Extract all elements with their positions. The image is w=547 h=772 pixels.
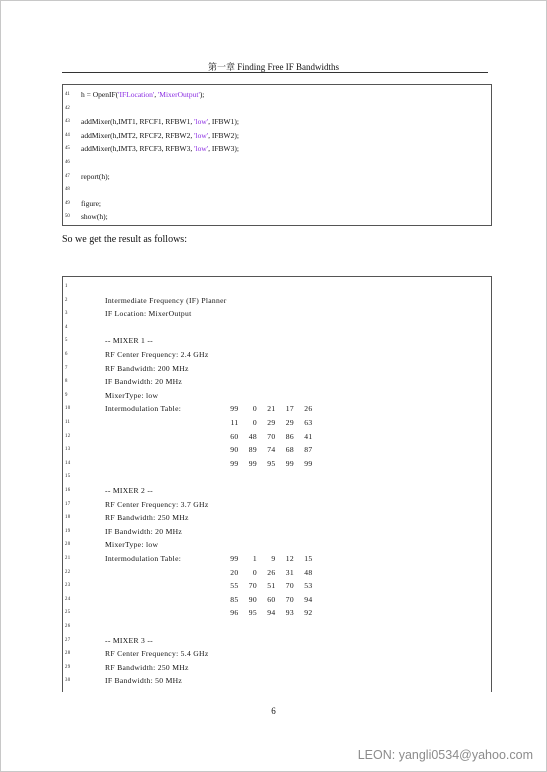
line-number: 46 — [65, 160, 70, 165]
header-rule — [62, 72, 488, 73]
code-text — [81, 210, 108, 223]
intermod-cell: 86 — [285, 431, 294, 441]
code-line — [63, 183, 491, 196]
intermod-cell: 26 — [267, 567, 276, 577]
intermod-cell: 70 — [285, 581, 294, 591]
output-line — [63, 484, 491, 498]
code-text — [81, 129, 239, 142]
output-line — [63, 402, 491, 416]
intermod-cell: 60 — [267, 594, 276, 604]
output-line — [63, 511, 491, 525]
line-number: 17 — [65, 501, 71, 507]
code-listing-output — [62, 276, 492, 692]
code-line — [63, 197, 491, 210]
intermod-cell: 1 — [252, 554, 257, 563]
line-number: 7 — [65, 365, 68, 371]
output-line — [63, 457, 491, 471]
output-text: -- MIXER 1 -- — [105, 336, 153, 346]
line-number: 20 — [65, 542, 71, 548]
code-line — [63, 142, 491, 155]
line-number: 27 — [65, 637, 71, 643]
output-line — [63, 634, 491, 648]
intermod-cell: 26 — [304, 404, 313, 414]
output-line — [63, 579, 491, 593]
intermod-cell: 41 — [304, 431, 313, 441]
output-text: Intermodulation Table: — [105, 404, 182, 414]
output-text: RF Center Frequency: 3.7 GHz — [105, 499, 209, 509]
line-number: 6 — [65, 352, 68, 357]
intermod-cell: 17 — [285, 404, 294, 414]
intermod-table-row — [220, 566, 313, 580]
output-line — [63, 525, 491, 539]
page-number: 6 — [271, 706, 276, 716]
output-line — [63, 348, 491, 362]
intermod-table-row — [220, 552, 313, 566]
output-line — [63, 566, 491, 580]
intermod-cell: 99 — [230, 458, 239, 468]
intermod-cell: 60 — [230, 431, 239, 441]
output-line — [63, 443, 491, 457]
watermark: LEON: yangli0534@yahoo.com — [357, 748, 533, 762]
code-listing-matlab — [62, 84, 492, 226]
line-number: 30 — [65, 678, 71, 684]
line-number: 5 — [65, 338, 68, 344]
output-text: RF Bandwidth: 250 MHz — [105, 513, 189, 523]
intermod-table-row — [220, 593, 313, 607]
output-line — [63, 674, 491, 688]
code-text — [81, 197, 101, 210]
output-line — [63, 498, 491, 512]
intermod-cell: 96 — [230, 608, 239, 618]
intermod-cell: 90 — [230, 445, 239, 455]
intermod-cell: 15 — [304, 554, 313, 563]
intermod-cell: 55 — [230, 581, 239, 591]
output-line — [63, 593, 491, 607]
output-text: RF Center Frequency: 5.4 GHz — [105, 649, 209, 659]
code-token: , IFBW1); — [208, 117, 239, 127]
intermod-cell: 95 — [248, 608, 257, 618]
intermod-table-row — [220, 416, 313, 430]
output-line — [63, 430, 491, 444]
code-token: addMixer(h,IMT1, RFCF1, RFBW1, — [81, 117, 195, 127]
line-number: 12 — [65, 433, 71, 439]
output-text: MixerType: low — [105, 390, 159, 400]
line-number: 15 — [65, 474, 71, 480]
line-number: 26 — [65, 624, 71, 629]
line-number: 4 — [65, 324, 68, 330]
code-token: ); — [199, 90, 205, 99]
intermod-cell: 99 — [304, 458, 313, 468]
code-line — [63, 115, 491, 128]
line-number: 49 — [65, 200, 70, 206]
code-text — [81, 88, 204, 101]
intermod-cell: 20 — [230, 567, 239, 577]
intermod-cell: 70 — [285, 594, 294, 604]
line-number: 3 — [65, 311, 68, 317]
intermod-cell: 70 — [267, 431, 276, 441]
code-token: addMixer(h,IMT2, RFCF2, RFBW2, — [81, 130, 195, 140]
code-token: figure; — [81, 198, 101, 208]
intermod-cell: 70 — [248, 581, 257, 591]
line-number: 14 — [65, 460, 71, 466]
output-line — [63, 321, 491, 335]
intermod-cell: 53 — [304, 581, 313, 591]
output-text: MixerType: low — [105, 540, 159, 550]
output-line — [63, 389, 491, 403]
intermod-cell: 99 — [248, 458, 257, 468]
line-number: 22 — [65, 569, 71, 575]
line-number: 8 — [65, 379, 68, 385]
intermod-cell: 63 — [304, 418, 313, 427]
intermod-table-row — [220, 606, 313, 620]
line-number: 25 — [65, 610, 71, 616]
output-text: -- MIXER 2 -- — [105, 486, 153, 495]
line-number: 24 — [65, 596, 71, 602]
line-number: 1 — [65, 284, 68, 289]
output-line — [63, 552, 491, 566]
intermod-cell: 11 — [230, 418, 239, 427]
code-line — [63, 102, 491, 115]
intermod-cell: 21 — [267, 404, 276, 414]
string-literal: 'low' — [194, 117, 209, 127]
line-number: 47 — [65, 173, 70, 179]
intermod-cell: 95 — [267, 458, 276, 468]
intermod-table-row — [220, 430, 313, 444]
code-token: h = OpenIF( — [81, 90, 119, 99]
intermod-cell: 94 — [267, 608, 276, 618]
line-number: 43 — [65, 119, 70, 125]
intermod-cell: 90 — [248, 594, 257, 604]
line-number: 28 — [65, 651, 71, 657]
intermod-cell: 94 — [304, 594, 313, 604]
output-text: RF Bandwidth: 250 MHz — [105, 662, 189, 672]
line-number: 16 — [65, 488, 71, 493]
output-text: IF Bandwidth: 50 MHz — [105, 676, 183, 686]
code-token: , IFBW3); — [208, 144, 239, 154]
code-line — [63, 210, 491, 223]
intermod-cell: 29 — [267, 418, 276, 427]
output-text: IF Bandwidth: 20 MHz — [105, 526, 183, 536]
line-number: 45 — [65, 146, 70, 152]
line-number: 23 — [65, 583, 71, 589]
code-token: , IFBW2); — [208, 130, 239, 140]
output-line — [63, 620, 491, 634]
output-text: IF Bandwidth: 20 MHz — [105, 377, 183, 387]
output-line — [63, 334, 491, 348]
output-line — [63, 307, 491, 321]
output-text: IF Location: MixerOutput — [105, 309, 192, 319]
line-number: 19 — [65, 528, 71, 534]
intermod-cell: 89 — [248, 445, 257, 455]
output-line — [63, 375, 491, 389]
code-token: show(h); — [81, 212, 108, 222]
string-literal: 'low' — [194, 130, 209, 140]
code-line — [63, 156, 491, 169]
line-number: 11 — [65, 420, 71, 425]
code-token: addMixer(h,IMT3, RFCF3, RFBW3, — [81, 144, 195, 154]
string-literal: 'IFLocation' — [118, 90, 155, 99]
line-number: 13 — [65, 447, 71, 453]
line-number: 10 — [65, 406, 71, 412]
output-text: Intermodulation Table: — [105, 554, 182, 563]
output-line — [63, 606, 491, 620]
intermod-cell: 31 — [285, 567, 294, 577]
output-line — [63, 362, 491, 376]
output-line — [63, 280, 491, 294]
intermod-cell: 74 — [267, 445, 276, 455]
intermod-cell: 99 — [285, 458, 294, 468]
intermod-cell: 29 — [285, 418, 294, 427]
line-number: 2 — [65, 297, 68, 303]
code-text — [81, 115, 239, 128]
code-token: report(h); — [81, 171, 110, 181]
intermod-table-row — [220, 443, 313, 457]
output-text: RF Center Frequency: 2.4 GHz — [105, 350, 209, 359]
line-number: 18 — [65, 515, 71, 521]
string-literal: 'low' — [194, 144, 209, 154]
output-text: Intermediate Frequency (IF) Planner — [105, 295, 227, 305]
intermod-cell: 92 — [304, 608, 313, 618]
intermod-table-row — [220, 402, 313, 416]
output-text: RF Bandwidth: 200 MHz — [105, 363, 189, 373]
intermod-cell: 99 — [230, 554, 239, 563]
intermod-cell: 0 — [252, 404, 257, 414]
intermod-cell: 48 — [304, 567, 313, 577]
intermod-cell: 9 — [271, 554, 276, 563]
body-paragraph: So we get the result as follows: — [62, 234, 187, 245]
output-line — [63, 538, 491, 552]
intermod-cell: 0 — [252, 567, 257, 577]
code-token: , — [154, 90, 158, 99]
code-line — [63, 170, 491, 183]
intermod-cell: 12 — [285, 554, 294, 563]
string-literal: 'MixerOutput' — [157, 90, 200, 99]
intermod-table-row — [220, 579, 313, 593]
code-line — [63, 129, 491, 142]
intermod-cell: 85 — [230, 594, 239, 604]
intermod-cell: 87 — [304, 445, 313, 455]
running-header: 第一章 Finding Free IF Bandwidths — [207, 62, 339, 72]
line-number: 21 — [65, 556, 71, 561]
output-text: -- MIXER 3 -- — [105, 635, 153, 645]
output-line — [63, 661, 491, 675]
line-number: 48 — [65, 187, 70, 193]
intermod-cell: 68 — [285, 445, 294, 455]
intermod-cell: 99 — [230, 404, 239, 414]
line-number: 44 — [65, 132, 70, 138]
code-text — [81, 142, 239, 155]
output-line — [63, 470, 491, 484]
intermod-cell: 51 — [267, 581, 276, 591]
output-line — [63, 294, 491, 308]
intermod-table-row — [220, 457, 313, 471]
code-text — [81, 170, 110, 183]
output-line — [63, 416, 491, 430]
line-number: 42 — [65, 105, 70, 111]
intermod-cell: 93 — [285, 608, 294, 618]
line-number: 29 — [65, 664, 71, 670]
intermod-cell: 0 — [252, 418, 257, 427]
line-number: 41 — [65, 92, 70, 97]
line-number: 9 — [65, 392, 68, 398]
intermod-cell: 48 — [248, 431, 257, 441]
output-line — [63, 647, 491, 661]
code-line — [63, 88, 491, 101]
line-number: 50 — [65, 214, 70, 220]
